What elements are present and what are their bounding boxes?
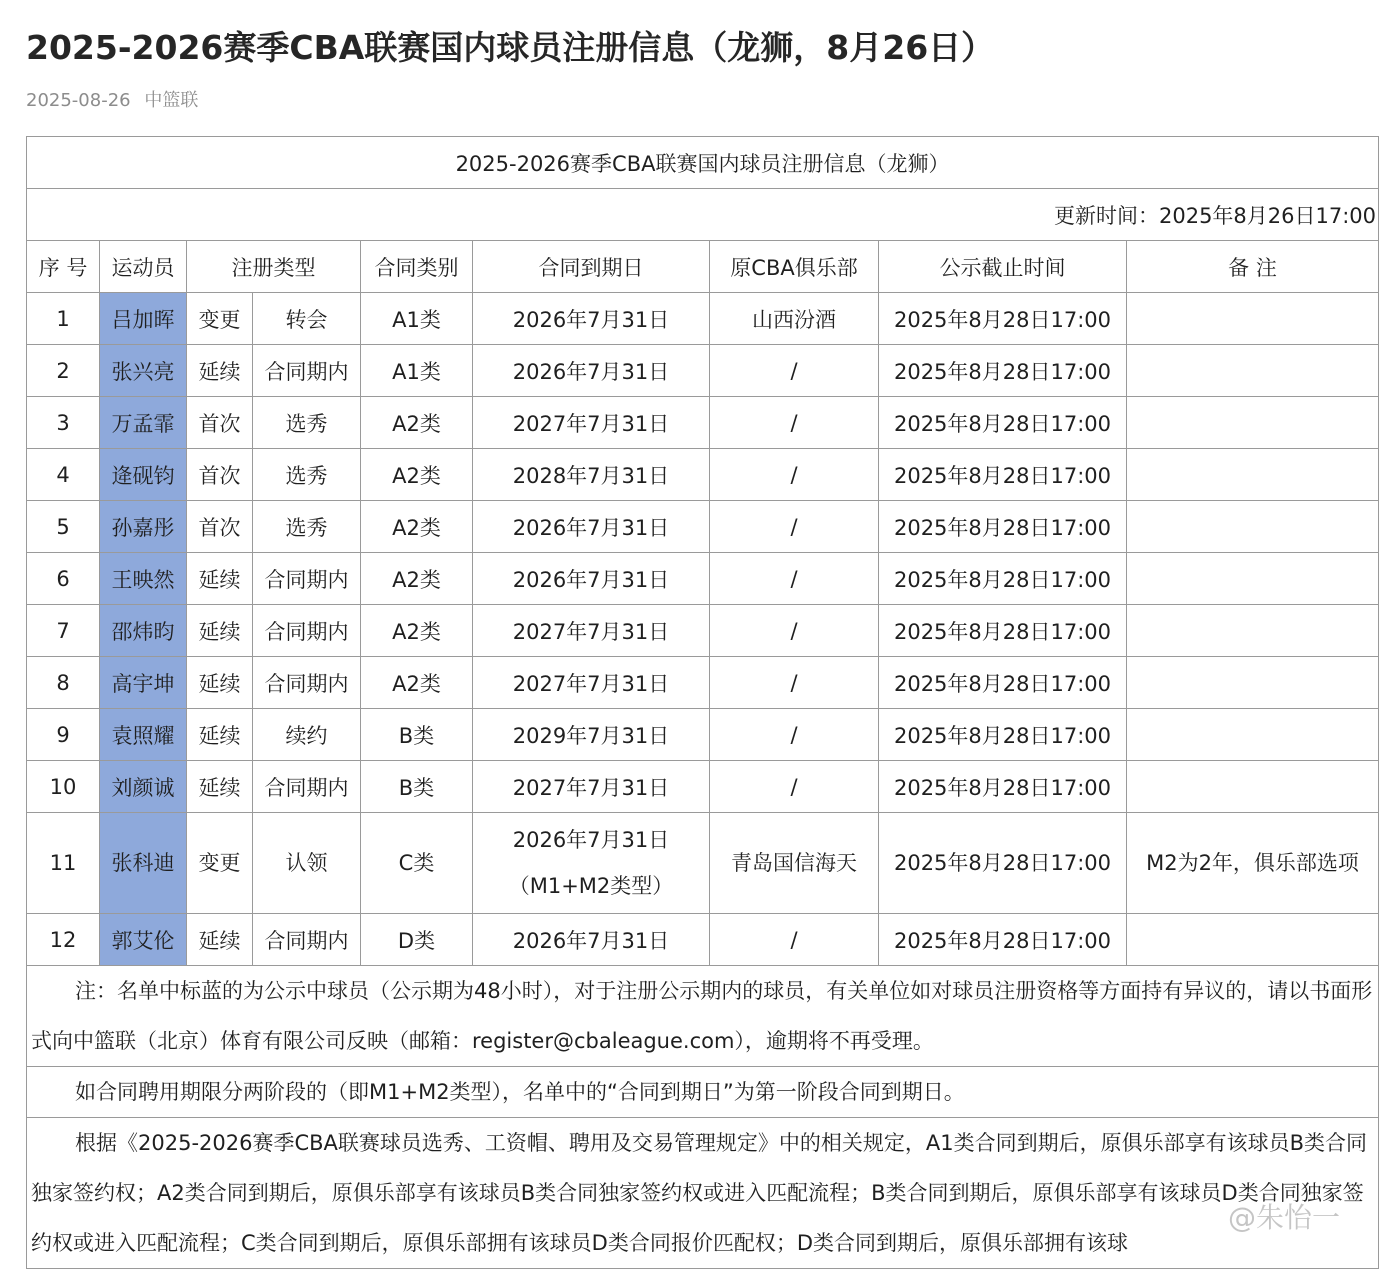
contract-expiry: 2026年7月31日: [473, 501, 710, 553]
former-club: /: [710, 345, 879, 397]
contract-expiry: 2026年7月31日: [473, 345, 710, 397]
reg-type-secondary: 选秀: [253, 501, 361, 553]
header-reg-type: 注册类型: [187, 241, 361, 293]
contract-category: A2类: [361, 605, 473, 657]
note-text: 根据《2025-2026赛季CBA联赛球员选秀、工资帽、聘用及交易管理规定》中的相关规定，A1类合同到期后，原俱乐部享有该球员B类合同独家签约权；A2类合同到期后，原俱乐部享有该球员B类合同独家签约权或进入匹配流程；B类合同到期后，原俱乐部享有该球员D类合同独家签约权或进入匹配流程；C类合同到期后，原俱乐部拥有该球员D类合同报价匹配权；D类合同到期后，原俱乐部拥有该球: [27, 1118, 1379, 1269]
contract-expiry: 2026年7月31日: [473, 293, 710, 345]
remark: [1127, 657, 1379, 709]
notice-deadline: 2025年8月28日17:00: [879, 293, 1127, 345]
table-header-row: [27, 241, 1379, 293]
remark: [1127, 914, 1379, 966]
reg-type-secondary: 合同期内: [253, 345, 361, 397]
notice-deadline: 2025年8月28日17:00: [879, 397, 1127, 449]
article-meta: [26, 86, 198, 112]
remark: [1127, 605, 1379, 657]
header-player: 运动员: [100, 241, 187, 293]
notice-deadline: 2025年8月28日17:00: [879, 501, 1127, 553]
former-club: 青岛国信海天: [710, 813, 879, 914]
row-no: 1: [27, 293, 100, 345]
reg-type-secondary: 合同期内: [253, 605, 361, 657]
source-label: 中篮联: [144, 90, 199, 111]
former-club: /: [710, 397, 879, 449]
notice-deadline: 2025年8月28日17:00: [879, 553, 1127, 605]
reg-type-primary: 变更: [187, 293, 253, 345]
contract-expiry: 2026年7月31日: [473, 553, 710, 605]
reg-type-secondary: 选秀: [253, 449, 361, 501]
row-no: 2: [27, 345, 100, 397]
former-club: /: [710, 709, 879, 761]
contract-expiry-note: （M1+M2类型）: [508, 874, 674, 898]
player-name: 逄砚钧: [100, 449, 187, 501]
publish-date: 2025-08-26: [26, 90, 131, 111]
reg-type-primary: 延续: [187, 709, 253, 761]
contract-category: A2类: [361, 657, 473, 709]
player-name: 万孟霏: [100, 397, 187, 449]
header-remark: 备 注: [1127, 241, 1379, 293]
page-title: 2025-2026赛季CBA联赛国内球员注册信息（龙狮，8月26日）: [26, 28, 995, 67]
note-text: 如合同聘用期限分两阶段的（即M1+M2类型），名单中的“合同到期日”为第一阶段合同到期日。: [27, 1067, 1379, 1118]
notice-deadline: 2025年8月28日17:00: [879, 605, 1127, 657]
note-row: [27, 1118, 1379, 1269]
notice-deadline: 2025年8月28日17:00: [879, 709, 1127, 761]
remark: M2为2年，俱乐部选项: [1127, 813, 1379, 914]
contract-category: A2类: [361, 553, 473, 605]
contract-expiry: 2027年7月31日: [473, 761, 710, 813]
contract-category: A2类: [361, 449, 473, 501]
contract-category: A2类: [361, 501, 473, 553]
contract-category: B类: [361, 761, 473, 813]
remark: [1127, 449, 1379, 501]
reg-type-secondary: 合同期内: [253, 553, 361, 605]
row-no: 5: [27, 501, 100, 553]
notice-deadline: 2025年8月28日17:00: [879, 657, 1127, 709]
table-row: [27, 914, 1379, 966]
reg-type-primary: 变更: [187, 813, 253, 914]
table-row: [27, 605, 1379, 657]
contract-category: A2类: [361, 397, 473, 449]
notice-deadline: 2025年8月28日17:00: [879, 449, 1127, 501]
row-no: 6: [27, 553, 100, 605]
player-name: 郭艾伦: [100, 914, 187, 966]
former-club: /: [710, 761, 879, 813]
row-no: 3: [27, 397, 100, 449]
contract-expiry-date: 2026年7月31日: [512, 828, 670, 852]
row-no: 10: [27, 761, 100, 813]
table-row: [27, 345, 1379, 397]
player-name: 高宇坤: [100, 657, 187, 709]
note-text: 注：名单中标蓝的为公示中球员（公示期为48小时），对于注册公示期内的球员，有关单位如对球员注册资格等方面持有异议的，请以书面形式向中篮联（北京）体育有限公司反映（邮箱：register@cbaleague.com），逾期将不再受理。: [27, 966, 1379, 1067]
table-row: [27, 293, 1379, 345]
reg-type-primary: 延续: [187, 761, 253, 813]
remark: [1127, 397, 1379, 449]
header-deadline: 公示截止时间: [879, 241, 1127, 293]
table-row: [27, 553, 1379, 605]
remark: [1127, 293, 1379, 345]
notice-deadline: 2025年8月28日17:00: [879, 761, 1127, 813]
watermark: @朱怡一: [1228, 1201, 1341, 1234]
player-name: 张科迪: [100, 813, 187, 914]
registration-table: [26, 136, 1379, 1269]
reg-type-primary: 延续: [187, 553, 253, 605]
former-club: /: [710, 449, 879, 501]
former-club: 山西汾酒: [710, 293, 879, 345]
table-row: [27, 501, 1379, 553]
row-no: 7: [27, 605, 100, 657]
reg-type-primary: 首次: [187, 449, 253, 501]
note-row: [27, 966, 1379, 1067]
former-club: /: [710, 914, 879, 966]
former-club: /: [710, 657, 879, 709]
reg-type-secondary: 续约: [253, 709, 361, 761]
contract-category: D类: [361, 914, 473, 966]
remark: [1127, 553, 1379, 605]
reg-type-primary: 延续: [187, 345, 253, 397]
player-name: 袁照耀: [100, 709, 187, 761]
reg-type-primary: 延续: [187, 605, 253, 657]
reg-type-secondary: 合同期内: [253, 914, 361, 966]
remark: [1127, 501, 1379, 553]
notice-deadline: 2025年8月28日17:00: [879, 813, 1127, 914]
reg-type-secondary: 选秀: [253, 397, 361, 449]
remark: [1127, 761, 1379, 813]
reg-type-primary: 延续: [187, 914, 253, 966]
contract-category: B类: [361, 709, 473, 761]
notice-deadline: 2025年8月28日17:00: [879, 345, 1127, 397]
row-no: 9: [27, 709, 100, 761]
player-name: 吕加晖: [100, 293, 187, 345]
reg-type-primary: 首次: [187, 501, 253, 553]
header-category: 合同类别: [361, 241, 473, 293]
header-expiry: 合同到期日: [473, 241, 710, 293]
reg-type-primary: 首次: [187, 397, 253, 449]
contract-expiry: 2029年7月31日: [473, 709, 710, 761]
row-no: 11: [27, 813, 100, 914]
player-name: 邵炜昀: [100, 605, 187, 657]
contract-category: A1类: [361, 345, 473, 397]
contract-expiry: 2027年7月31日: [473, 397, 710, 449]
former-club: /: [710, 501, 879, 553]
reg-type-secondary: 合同期内: [253, 657, 361, 709]
row-no: 8: [27, 657, 100, 709]
reg-type-secondary: 转会: [253, 293, 361, 345]
contract-expiry: 2026年7月31日: [473, 914, 710, 966]
reg-type-secondary: 认领: [253, 813, 361, 914]
table-title: 2025-2026赛季CBA联赛国内球员注册信息（龙狮）: [27, 137, 1379, 189]
former-club: /: [710, 605, 879, 657]
reg-type-primary: 延续: [187, 657, 253, 709]
update-time: 更新时间：2025年8月26日17:00: [27, 189, 1379, 241]
contract-expiry: 2028年7月31日: [473, 449, 710, 501]
table-row: [27, 657, 1379, 709]
table-row: [27, 761, 1379, 813]
row-no: 12: [27, 914, 100, 966]
player-name: 张兴亮: [100, 345, 187, 397]
row-no: 4: [27, 449, 100, 501]
remark: [1127, 709, 1379, 761]
contract-expiry: 2027年7月31日: [473, 605, 710, 657]
contract-category: C类: [361, 813, 473, 914]
header-no: 序 号: [27, 241, 100, 293]
contract-expiry: 2027年7月31日: [473, 657, 710, 709]
player-name: 刘颜诚: [100, 761, 187, 813]
player-name: 王映然: [100, 553, 187, 605]
notice-deadline: 2025年8月28日17:00: [879, 914, 1127, 966]
remark: [1127, 345, 1379, 397]
table-row: [27, 449, 1379, 501]
table-row: [27, 813, 1379, 914]
reg-type-secondary: 合同期内: [253, 761, 361, 813]
contract-category: A1类: [361, 293, 473, 345]
former-club: /: [710, 553, 879, 605]
contract-expiry: [473, 813, 710, 914]
table-row: [27, 709, 1379, 761]
player-name: 孙嘉彤: [100, 501, 187, 553]
table-row: [27, 397, 1379, 449]
note-row: [27, 1067, 1379, 1118]
header-club: 原CBA俱乐部: [710, 241, 879, 293]
